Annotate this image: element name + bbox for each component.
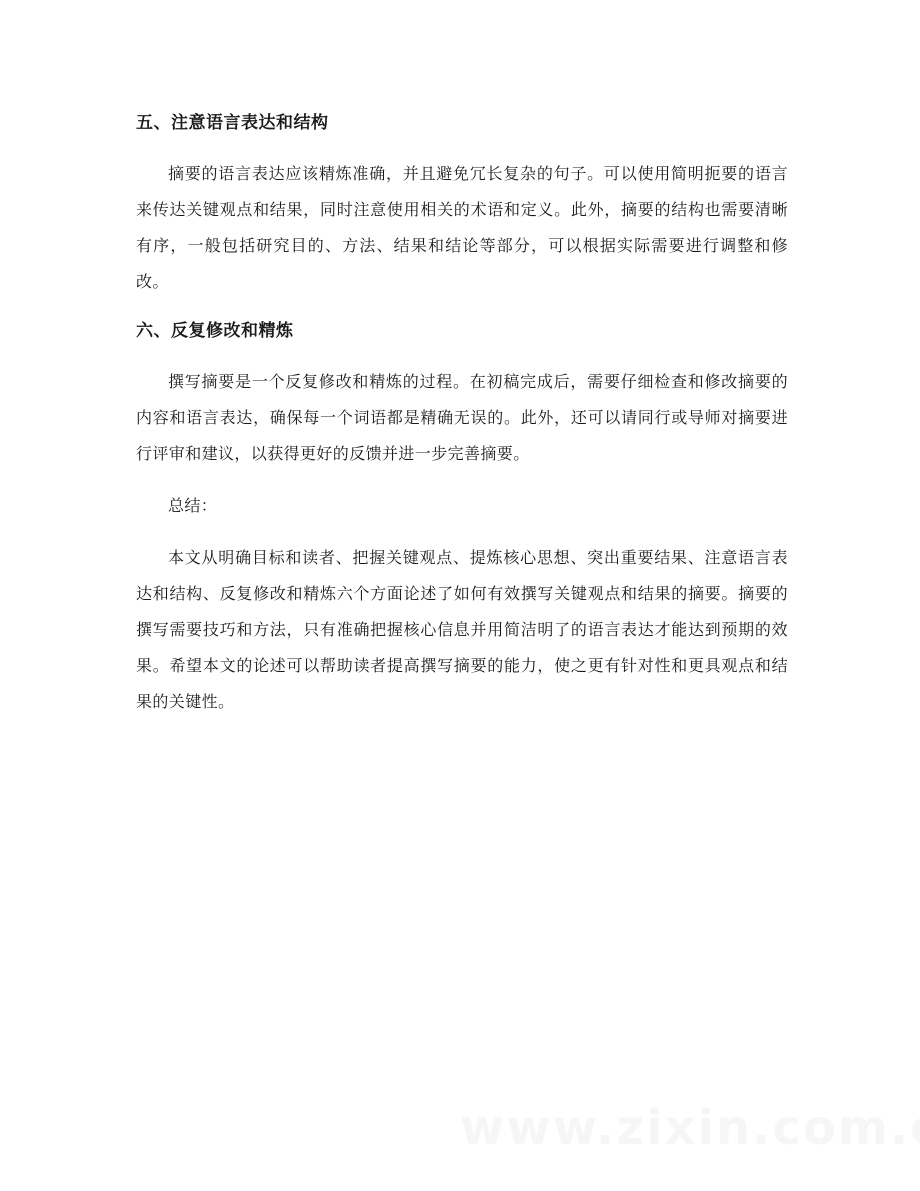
summary-paragraph: 本文从明确目标和读者、把握关键观点、提炼核心思想、突出重要结果、注意语言表达和结构、反复修改和精炼六个方面论述了如何有效撰写关键观点和结果的摘要。摘要的撰写需要技巧和方法，只有准确把握核心信息并用简洁明了的语言表达才能达到预期的效果。希望本文的论述可以帮助读者提高撰写摘要的能力，使之更有针对性和更具观点和结果的关键性。: [136, 548, 788, 711]
section-6-heading: 六、反复修改和精炼: [136, 321, 294, 341]
watermark: [460, 1100, 920, 1156]
document-page: [136, 108, 788, 736]
summary-label: 总结：: [168, 496, 218, 515]
section-5-paragraph: 摘要的语言表达应该精炼准确，并且避免冗长复杂的句子。可以使用简明扼要的语言来传达关键观点和结果，同时注意使用相关的术语和定义。此外，摘要的结构也需要清晰有序，一般包括研究目的、方法、结果和结论等部分，可以根据实际需要进行调整和修改。: [136, 164, 788, 291]
section-5-heading: 五、注意语言表达和结构: [136, 113, 329, 133]
section-6-paragraph: 撰写摘要是一个反复修改和精炼的过程。在初稿完成后，需要仔细检查和修改摘要的内容和语言表达，确保每一个词语都是精确无误的。此外，还可以请同行或导师对摘要进行评审和建议，以获得更好的反馈并进一步完善摘要。: [136, 372, 788, 463]
